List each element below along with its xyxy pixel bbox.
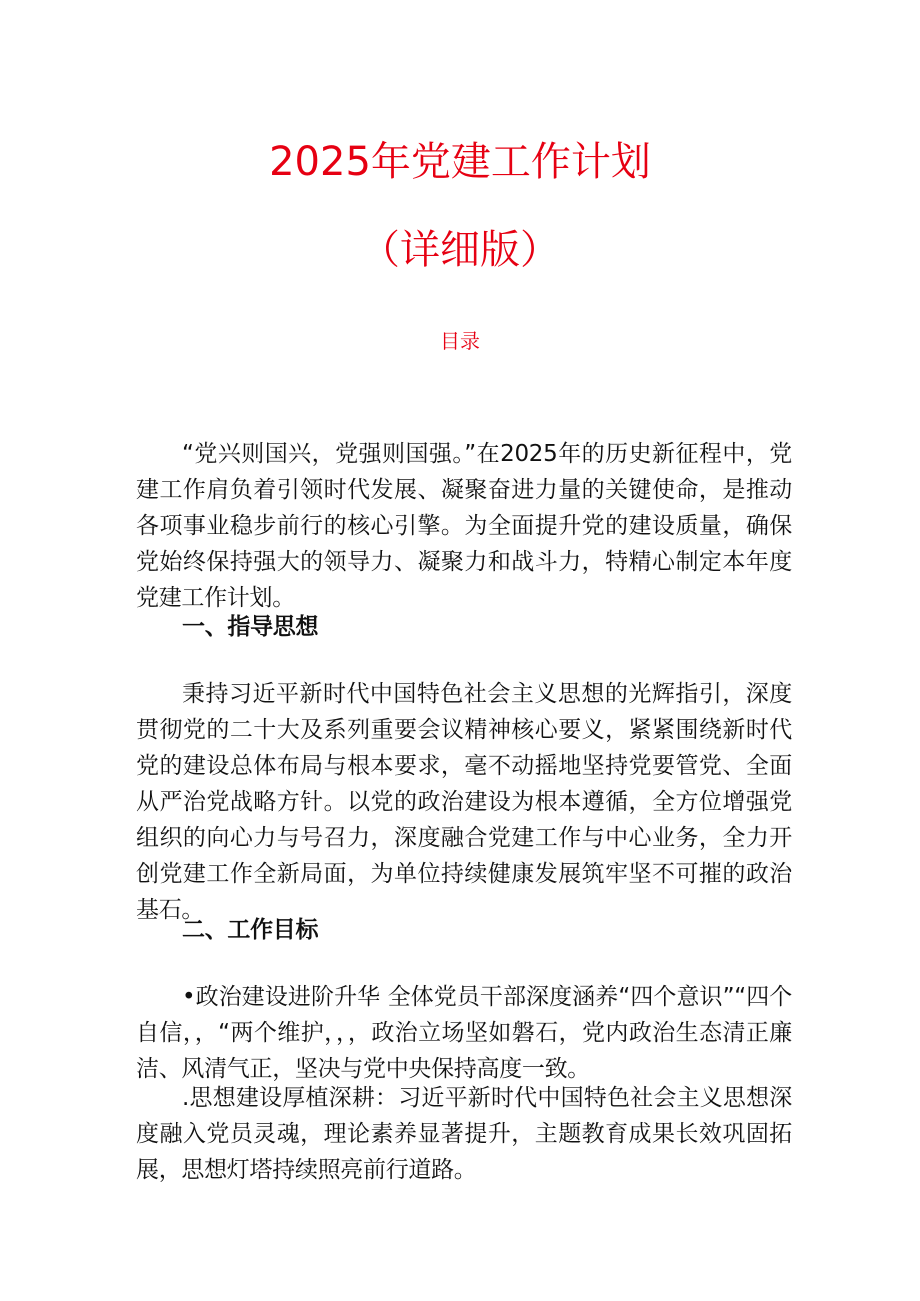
section1-body-block — [136, 676, 792, 928]
section2-item2: .思想建设厚植深耕：习近平新时代中国特色社会主义思想深度融入党员灵魂，理论素养显著提升，主题教育成果长效巩固拓展，思想灯塔持续照亮前行道路。 — [136, 1085, 792, 1183]
toc-link[interactable]: 目录 — [440, 329, 480, 353]
section2-item1: •政治建设进阶升华 全体党员干部深度涵养“四个意识”“四个自信，，“两个维护，，，政治立场坚如磐石，党内政治生态清正廉洁、风清气正，坚决与党中央保持高度一致。 — [136, 984, 792, 1082]
section2-item1-block — [136, 979, 792, 1087]
section1-heading-block — [136, 609, 792, 645]
document-subtitle: （详细版） — [360, 227, 560, 273]
section2-heading: 二、工作目标 — [182, 917, 319, 943]
document-title: 2025年党建工作计划 — [269, 139, 651, 185]
section1-heading: 一、指导思想 — [182, 614, 319, 640]
section1-paragraph: 秉持习近平新时代中国特色社会主义思想的光辉指引，深度贯彻党的二十大及系列重要会议精神核心要义，紧紧围绕新时代党的建设总体布局与根本要求，毫不动摇地坚持党要管党、全面从严治党战略方针。以党的政治建设为根本遵循，全方位增强党组织的向心力与号召力，深度融合党建工作与中心业务，全力开创党建工作全新局面，为单位持续健康发展筑牢坚不可摧的政治基石。 — [136, 681, 792, 923]
section2-heading-block — [136, 912, 792, 948]
section2-item2-block — [136, 1080, 792, 1188]
intro-paragraph: “党兴则国兴，党强则国强。”在2025年的历史新征程中，党建工作肩负着引领时代发展、凝聚奋进力量的关键使命，是推动各项事业稳步前行的核心引擎。为全面提升党的建设质量，确保党始终保持强大的领导力、凝聚力和战斗力，特精心制定本年度党建工作计划。 — [136, 441, 792, 611]
intro-section — [136, 436, 792, 616]
